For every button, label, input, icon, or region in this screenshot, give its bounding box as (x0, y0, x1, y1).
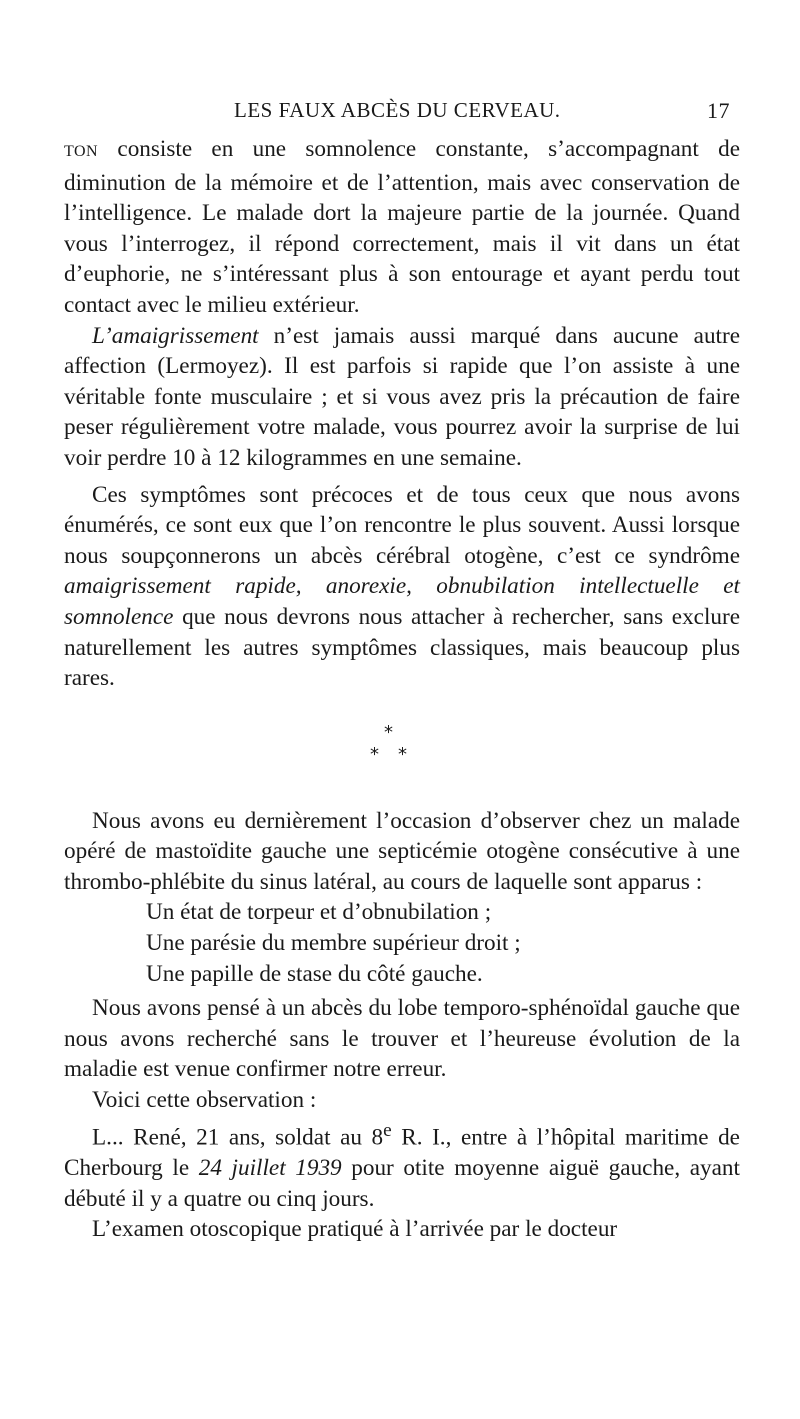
page-number: 17 (707, 98, 730, 123)
symptom-item: Une papille de stase du côté gauche. (146, 960, 483, 987)
paragraph-text: pour otite moyenne aiguë gauche, ayant débuté il y a quatre ou cinq jours. (64, 1154, 740, 1212)
asterism-divider (64, 696, 740, 800)
paragraph-examen: L’examen otoscopique pratiqué à l’arrivée par le docteur (92, 1216, 618, 1243)
body-text (64, 134, 740, 1245)
asterism-star: * (384, 721, 393, 743)
paragraph-text: que nous devrons nous attacher à rechercher, sans exclure naturellement les autres symptômes classiques, mais beaucoup plus rares. (64, 603, 740, 692)
running-head (64, 92, 740, 132)
running-title: LES FAUX ABCÈS DU CERVEAU. (234, 98, 561, 122)
book-page (64, 92, 740, 1245)
italic-syndrome: amaigrissement rapide, anorexie, obnubilation intellectuelle et somnolence (64, 573, 740, 630)
asterism-star: * (398, 743, 407, 765)
paragraph-patient (64, 1116, 740, 1215)
paragraph-symptomes (64, 480, 740, 694)
paragraph-voici: Voici cette observation : (92, 1087, 317, 1114)
symptom-item: Un état de torpeur et d’obnubilation ; (146, 899, 492, 926)
paragraph-text: Ces symptômes sont précoces et de tous ceux que nous avons énumérés, ce sont eux que l’on rencontre le plus souvent. Aussi lorsque nous soupçonnerons un abcès cérébral otogène, c’est ce syndrôme (64, 481, 740, 569)
paragraph-text: R. I., entre à l’hôpital maritime de Cherbourg le (64, 1124, 740, 1181)
paragraph-amaigrissement (64, 321, 740, 474)
italic-date: 24 juillet 1939 (198, 1154, 342, 1181)
smallcaps-word: TON (64, 143, 99, 160)
paragraph-somnolence (64, 134, 740, 321)
paragraph-text: L... René, 21 ans, soldat au 8 (92, 1124, 384, 1151)
paragraph-text: n’est jamais aussi marqué dans aucune autre affection (Lermoyez). Il est parfois si rapide que l’on assiste à une véritable fonte musculaire ; et si vous avez pris la précaution de faire peser régulièrement votre malade, vous pourrez avoir la surprise de lui voir perdre 10 à 12 kilogrammes en une semaine. (64, 322, 740, 471)
superscript: e (383, 1119, 392, 1141)
paragraph-observation-intro: Nous avons eu dernièrement l’occasion d’observer chez un malade opéré de mastoïdite gauche une septicémie otogène consécutive à une thrombo-phlébite du sinus latéral, au cours de laquelle sont apparus : (64, 807, 740, 895)
italic-term: L’amaigrissement (92, 322, 259, 349)
symptom-item: Une parésie du membre supérieur droit ; (146, 930, 521, 957)
paragraph-text: consiste en une somnolence constante, s’accompagnant de diminution de la mémoire et de l’attention, mais avec conservation de l’intelligence. Le malade dort la majeure partie de la journée. Quand vous l’interrogez, il répond correctement, mais il vit dans un état d’euphorie, ne s’intéressant plus à son entourage et ayant perdu tout contact avec le milieu extérieur. (64, 136, 740, 318)
paragraph-hypothese: Nous avons pensé à un abcès du lobe temporo-sphénoïdal gauche que nous avons recherché sans le trouver et l’heureuse évolution de la maladie est venue confirmer notre erreur. (64, 995, 740, 1083)
symptom-list (64, 897, 740, 989)
asterism-star: * (370, 743, 379, 765)
